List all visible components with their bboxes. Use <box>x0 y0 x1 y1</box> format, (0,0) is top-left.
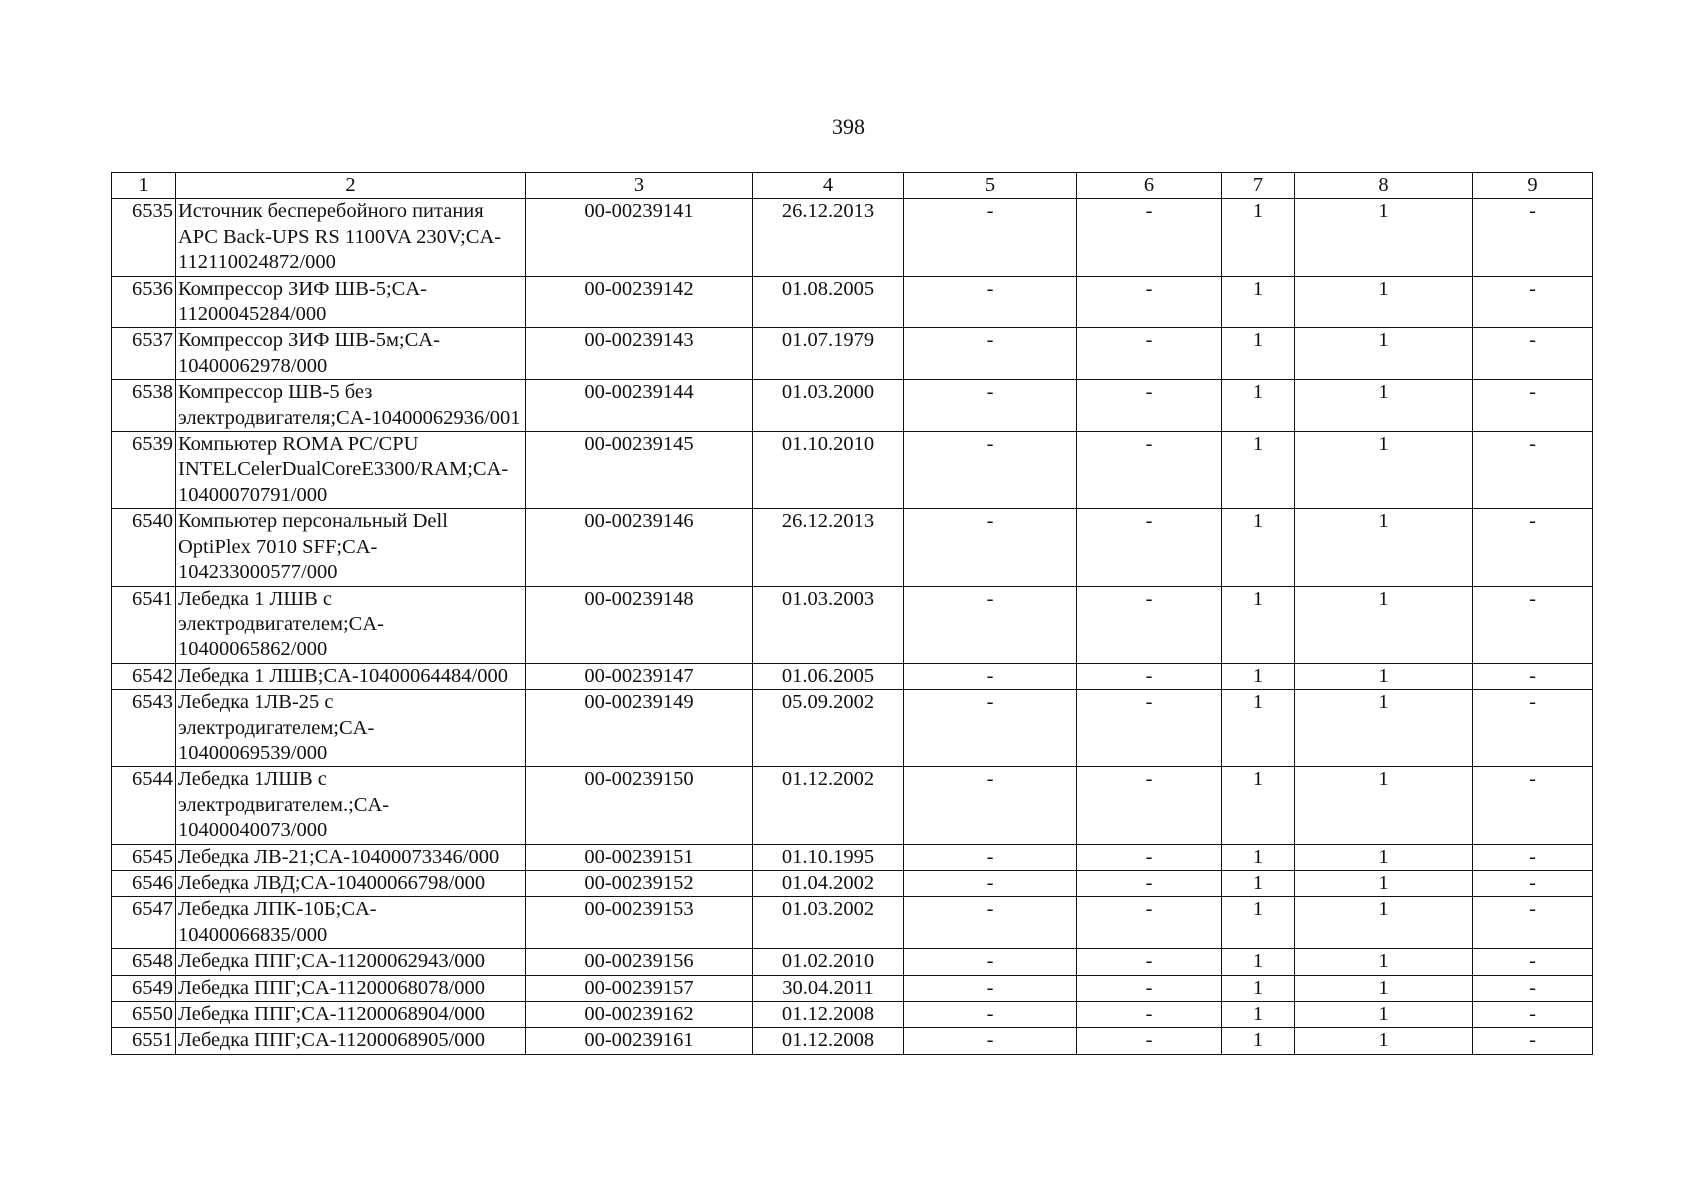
inventory-code-cell: 00-00239143 <box>526 328 753 380</box>
date-cell: 05.09.2002 <box>753 690 904 767</box>
table-header <box>112 173 1593 199</box>
row-number-cell: 6542 <box>112 663 176 689</box>
item-name-cell: Лебедка ЛПК-10Б;CA-10400066835/000 <box>176 897 526 949</box>
table-row <box>112 586 1593 663</box>
col9-cell: - <box>1473 663 1593 689</box>
col8-cell: 1 <box>1295 975 1473 1001</box>
col8-cell: 1 <box>1295 1002 1473 1028</box>
col6-cell: - <box>1077 380 1222 432</box>
table-row <box>112 663 1593 689</box>
col9-cell: - <box>1473 844 1593 870</box>
date-cell: 01.12.2008 <box>753 1002 904 1028</box>
inventory-code-cell: 00-00239150 <box>526 767 753 844</box>
table-row <box>112 975 1593 1001</box>
inventory-code-cell: 00-00239151 <box>526 844 753 870</box>
col7-cell: 1 <box>1222 276 1295 328</box>
row-number-cell: 6538 <box>112 380 176 432</box>
col7-cell: 1 <box>1222 380 1295 432</box>
inventory-code-cell: 00-00239161 <box>526 1028 753 1054</box>
col8-cell: 1 <box>1295 276 1473 328</box>
inventory-code-cell: 00-00239141 <box>526 199 753 276</box>
col8-cell: 1 <box>1295 844 1473 870</box>
inventory-code-cell: 00-00239156 <box>526 949 753 975</box>
table-row <box>112 844 1593 870</box>
col6-cell: - <box>1077 663 1222 689</box>
row-number-cell: 6547 <box>112 897 176 949</box>
table-row <box>112 328 1593 380</box>
column-header: 7 <box>1222 173 1295 199</box>
col9-cell: - <box>1473 509 1593 586</box>
col5-cell: - <box>904 276 1077 328</box>
col9-cell: - <box>1473 380 1593 432</box>
col8-cell: 1 <box>1295 432 1473 509</box>
col9-cell: - <box>1473 870 1593 896</box>
inventory-code-cell: 00-00239147 <box>526 663 753 689</box>
row-number-cell: 6535 <box>112 199 176 276</box>
column-header: 8 <box>1295 173 1473 199</box>
header-row <box>112 173 1593 199</box>
row-number-cell: 6537 <box>112 328 176 380</box>
col8-cell: 1 <box>1295 1028 1473 1054</box>
col8-cell: 1 <box>1295 767 1473 844</box>
date-cell: 01.07.1979 <box>753 328 904 380</box>
col5-cell: - <box>904 328 1077 380</box>
col9-cell: - <box>1473 276 1593 328</box>
item-name-cell: Лебедка 1 ЛШВ;CA-10400064484/000 <box>176 663 526 689</box>
col6-cell: - <box>1077 897 1222 949</box>
col8-cell: 1 <box>1295 328 1473 380</box>
col5-cell: - <box>904 586 1077 663</box>
table-row <box>112 199 1593 276</box>
item-name-cell: Лебедка ППГ;CA-11200068905/000 <box>176 1028 526 1054</box>
col6-cell: - <box>1077 328 1222 380</box>
date-cell: 01.10.2010 <box>753 432 904 509</box>
column-header: 6 <box>1077 173 1222 199</box>
col7-cell: 1 <box>1222 949 1295 975</box>
row-number-cell: 6551 <box>112 1028 176 1054</box>
inventory-code-cell: 00-00239153 <box>526 897 753 949</box>
col8-cell: 1 <box>1295 870 1473 896</box>
date-cell: 01.12.2008 <box>753 1028 904 1054</box>
table-row <box>112 509 1593 586</box>
row-number-cell: 6540 <box>112 509 176 586</box>
col5-cell: - <box>904 870 1077 896</box>
col6-cell: - <box>1077 870 1222 896</box>
inventory-code-cell: 00-00239145 <box>526 432 753 509</box>
item-name-cell: Лебедка ППГ;CA-11200068078/000 <box>176 975 526 1001</box>
col9-cell: - <box>1473 199 1593 276</box>
col8-cell: 1 <box>1295 586 1473 663</box>
col6-cell: - <box>1077 432 1222 509</box>
table-row <box>112 897 1593 949</box>
inventory-code-cell: 00-00239162 <box>526 1002 753 1028</box>
page-number: 398 <box>832 114 865 139</box>
date-cell: 26.12.2013 <box>753 199 904 276</box>
col5-cell: - <box>904 844 1077 870</box>
col8-cell: 1 <box>1295 690 1473 767</box>
col9-cell: - <box>1473 690 1593 767</box>
col8-cell: 1 <box>1295 509 1473 586</box>
col9-cell: - <box>1473 949 1593 975</box>
date-cell: 01.03.2000 <box>753 380 904 432</box>
col6-cell: - <box>1077 1028 1222 1054</box>
col7-cell: 1 <box>1222 432 1295 509</box>
col7-cell: 1 <box>1222 1028 1295 1054</box>
col7-cell: 1 <box>1222 844 1295 870</box>
col8-cell: 1 <box>1295 663 1473 689</box>
row-number-cell: 6549 <box>112 975 176 1001</box>
date-cell: 01.08.2005 <box>753 276 904 328</box>
col5-cell: - <box>904 663 1077 689</box>
column-header: 4 <box>753 173 904 199</box>
asset-registry-table <box>111 172 1593 1055</box>
col8-cell: 1 <box>1295 949 1473 975</box>
col6-cell: - <box>1077 844 1222 870</box>
table-row <box>112 690 1593 767</box>
column-header: 1 <box>112 173 176 199</box>
col5-cell: - <box>904 897 1077 949</box>
date-cell: 01.02.2010 <box>753 949 904 975</box>
item-name-cell: Лебедка ППГ;CA-11200068904/000 <box>176 1002 526 1028</box>
col5-cell: - <box>904 690 1077 767</box>
column-header: 9 <box>1473 173 1593 199</box>
row-number-cell: 6548 <box>112 949 176 975</box>
item-name-cell: Лебедка ЛВ-21;CA-10400073346/000 <box>176 844 526 870</box>
inventory-code-cell: 00-00239149 <box>526 690 753 767</box>
table-row <box>112 767 1593 844</box>
date-cell: 01.03.2002 <box>753 897 904 949</box>
item-name-cell: Компрессор ЗИФ ШВ-5м;CA-10400062978/000 <box>176 328 526 380</box>
item-name-cell: Компрессор ШВ-5 без электродвигателя;CA-10400062936/001 <box>176 380 526 432</box>
col5-cell: - <box>904 1002 1077 1028</box>
col9-cell: - <box>1473 767 1593 844</box>
col9-cell: - <box>1473 897 1593 949</box>
col9-cell: - <box>1473 1002 1593 1028</box>
inventory-code-cell: 00-00239144 <box>526 380 753 432</box>
col5-cell: - <box>904 432 1077 509</box>
col7-cell: 1 <box>1222 690 1295 767</box>
col7-cell: 1 <box>1222 509 1295 586</box>
col5-cell: - <box>904 767 1077 844</box>
col9-cell: - <box>1473 432 1593 509</box>
item-name-cell: Компьютер ROMA PC/CPU INTELCelerDualCoreE3300/RAM;CA-10400070791/000 <box>176 432 526 509</box>
col6-cell: - <box>1077 586 1222 663</box>
column-header: 2 <box>176 173 526 199</box>
col7-cell: 1 <box>1222 975 1295 1001</box>
item-name-cell: Компрессор ЗИФ ШВ-5;CA-11200045284/000 <box>176 276 526 328</box>
col5-cell: - <box>904 380 1077 432</box>
col7-cell: 1 <box>1222 897 1295 949</box>
row-number-cell: 6550 <box>112 1002 176 1028</box>
table-row <box>112 870 1593 896</box>
table-body <box>112 199 1593 1054</box>
item-name-cell: Компьютер персональный Dell OptiPlex 7010 SFF;CA-104233000577/000 <box>176 509 526 586</box>
row-number-cell: 6544 <box>112 767 176 844</box>
date-cell: 01.06.2005 <box>753 663 904 689</box>
column-header: 5 <box>904 173 1077 199</box>
col7-cell: 1 <box>1222 767 1295 844</box>
item-name-cell: Лебедка 1 ЛШВ с электродвигателем;CA-10400065862/000 <box>176 586 526 663</box>
col6-cell: - <box>1077 199 1222 276</box>
col6-cell: - <box>1077 949 1222 975</box>
row-number-cell: 6541 <box>112 586 176 663</box>
row-number-cell: 6543 <box>112 690 176 767</box>
date-cell: 30.04.2011 <box>753 975 904 1001</box>
column-header: 3 <box>526 173 753 199</box>
item-name-cell: Лебедка 1ЛВ-25 с электродигателем;CA-10400069539/000 <box>176 690 526 767</box>
table-row <box>112 380 1593 432</box>
col7-cell: 1 <box>1222 870 1295 896</box>
item-name-cell: Лебедка ЛВД;CA-10400066798/000 <box>176 870 526 896</box>
col7-cell: 1 <box>1222 1002 1295 1028</box>
inventory-code-cell: 00-00239157 <box>526 975 753 1001</box>
table-row <box>112 1002 1593 1028</box>
item-name-cell: Лебедка 1ЛШВ с электродвигателем.;CA-10400040073/000 <box>176 767 526 844</box>
inventory-code-cell: 00-00239142 <box>526 276 753 328</box>
inventory-code-cell: 00-00239146 <box>526 509 753 586</box>
row-number-cell: 6546 <box>112 870 176 896</box>
table-row <box>112 949 1593 975</box>
col8-cell: 1 <box>1295 199 1473 276</box>
col9-cell: - <box>1473 1028 1593 1054</box>
table-row <box>112 432 1593 509</box>
col5-cell: - <box>904 949 1077 975</box>
inventory-code-cell: 00-00239152 <box>526 870 753 896</box>
col5-cell: - <box>904 975 1077 1001</box>
date-cell: 01.12.2002 <box>753 767 904 844</box>
col6-cell: - <box>1077 690 1222 767</box>
col5-cell: - <box>904 1028 1077 1054</box>
date-cell: 26.12.2013 <box>753 509 904 586</box>
col6-cell: - <box>1077 509 1222 586</box>
table-row <box>112 1028 1593 1054</box>
col7-cell: 1 <box>1222 199 1295 276</box>
item-name-cell: Лебедка ППГ;CA-11200062943/000 <box>176 949 526 975</box>
col8-cell: 1 <box>1295 897 1473 949</box>
item-name-cell: Источник бесперебойного питания APC Back-UPS RS 1100VA 230V;CA-112110024872/000 <box>176 199 526 276</box>
col5-cell: - <box>904 509 1077 586</box>
table-row <box>112 276 1593 328</box>
date-cell: 01.10.1995 <box>753 844 904 870</box>
col9-cell: - <box>1473 975 1593 1001</box>
col7-cell: 1 <box>1222 328 1295 380</box>
col6-cell: - <box>1077 767 1222 844</box>
row-number-cell: 6536 <box>112 276 176 328</box>
col9-cell: - <box>1473 328 1593 380</box>
col7-cell: 1 <box>1222 663 1295 689</box>
col6-cell: - <box>1077 975 1222 1001</box>
col9-cell: - <box>1473 586 1593 663</box>
row-number-cell: 6539 <box>112 432 176 509</box>
date-cell: 01.03.2003 <box>753 586 904 663</box>
col6-cell: - <box>1077 276 1222 328</box>
date-cell: 01.04.2002 <box>753 870 904 896</box>
col5-cell: - <box>904 199 1077 276</box>
col8-cell: 1 <box>1295 380 1473 432</box>
inventory-code-cell: 00-00239148 <box>526 586 753 663</box>
col7-cell: 1 <box>1222 586 1295 663</box>
col6-cell: - <box>1077 1002 1222 1028</box>
row-number-cell: 6545 <box>112 844 176 870</box>
